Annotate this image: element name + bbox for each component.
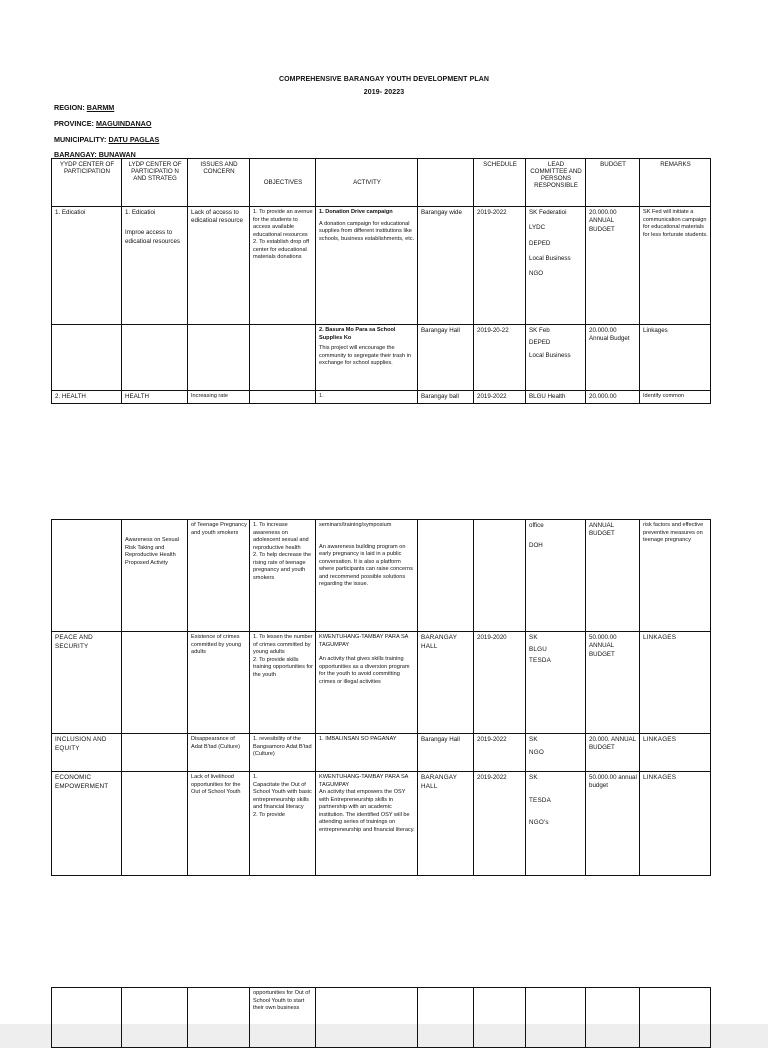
cell-venue: Barangay Hall — [418, 325, 474, 391]
cell-objectives — [250, 391, 316, 404]
cell-schedule: 2019-2022 — [474, 772, 526, 876]
cell-schedule: 2019-2022 — [474, 207, 526, 325]
lead-item: SK — [529, 736, 538, 743]
municipality-line — [54, 135, 159, 144]
table-row — [52, 988, 711, 1048]
col-issues: ISSUES AND CONCERN — [188, 159, 250, 207]
plan-years: 2019- 20223 — [363, 89, 405, 96]
lead-item: SK Feb — [529, 327, 550, 334]
cell-lydp — [122, 325, 188, 391]
plan-table-1 — [51, 158, 711, 404]
lead-item: LYDC — [529, 224, 546, 232]
barangay-label: BARANGAY: — [54, 150, 97, 159]
cell-activity — [316, 988, 418, 1048]
cell-objectives — [250, 325, 316, 391]
col-objectives: OBJECTIVES — [250, 159, 316, 207]
activity-body: This project will encourage the community to segregate their trash in exchange for school supplies. — [319, 345, 412, 367]
cell-center: 2. HEALTH — [52, 391, 122, 404]
lead-item: DEPED — [529, 339, 551, 347]
cell-center — [52, 325, 122, 391]
cell-center: ECONOMIC EMPOWERMENT — [52, 772, 122, 876]
cell-issues — [188, 988, 250, 1048]
cell-venue: Barangay ball — [418, 391, 474, 404]
activity-title: KWENTUHANG-TAMBAY PARA SA TAGUMPAY — [319, 774, 409, 788]
cell-lead — [526, 734, 586, 772]
cell-schedule: 2019-2022 — [474, 734, 526, 772]
cell-venue: Barangay wide — [418, 207, 474, 325]
cell-budget — [586, 988, 640, 1048]
col-budget: BUDGET — [586, 159, 640, 207]
activity-body: An awareness building program on early pregnancy is laid in a public conversation. It is also a platform where participants can raise concerns and recommend possible solutions regarding the issue. — [319, 543, 413, 588]
table-row — [52, 391, 711, 404]
activity-body: An activity that gives skills training opportunities as a diversion program for the youth to avoid committing crimes or illegal activities — [319, 656, 410, 685]
table-row — [52, 520, 711, 632]
lead-item: Local Business — [529, 351, 571, 359]
table-row — [52, 772, 711, 876]
activity-title: KWENTUHANG-TAMBAY PARA SA TAGUMPAY — [319, 634, 409, 648]
cell-objectives: 1. To provide an avenue for the students to access available educational resources 2. To establish drop off center for educational materials donations — [250, 207, 316, 325]
cell-remarks: Identify common — [640, 391, 711, 404]
table-row — [52, 632, 711, 734]
cell-remarks: LINKAGES — [640, 772, 711, 876]
cell-center — [52, 520, 122, 632]
lead-item: DEPED — [529, 239, 551, 247]
lead-item: DOH — [529, 542, 543, 550]
cell-lead — [526, 988, 586, 1048]
cell-schedule — [474, 988, 526, 1048]
cell-activity — [316, 325, 418, 391]
cell-remarks: Linkages — [640, 325, 711, 391]
plan-table-3 — [51, 987, 711, 1048]
activity-body: An activity that empowers the OSY with Entrepreneurship skills in partnership with an academic institution. The identified OSY will be attending series of trainings on entrepreneurship and financial literacy. — [319, 789, 415, 833]
cell-budget: 20.000.00 Annual Budget — [586, 325, 640, 391]
col-lead: LEAD COMMITTEE AND PERSONS RESPONSIBLE — [526, 159, 586, 207]
cell-schedule — [474, 520, 526, 632]
cell-lead — [526, 772, 586, 876]
province-label: PROVINCE: — [54, 119, 94, 128]
cell-objectives: 1. To lessen the number of crimes committed by young adults 2. To provide skills training opportunities for the youth — [250, 632, 316, 734]
cell-lydp-title: 1. Edicatioi — [125, 209, 156, 216]
barangay-value: BUNAWAN — [98, 150, 136, 159]
cell-issues: Existence of crimes committed by young adults — [188, 632, 250, 734]
cell-lydp — [122, 207, 188, 325]
lead-item: TESDA — [529, 657, 551, 664]
cell-activity — [316, 207, 418, 325]
region-line — [54, 103, 114, 112]
col-venue — [418, 159, 474, 207]
cell-schedule: 2019-2020 — [474, 632, 526, 734]
cell-lydp — [122, 520, 188, 632]
province-value: MAGUINDANAO — [95, 119, 152, 128]
cell-lydp — [122, 734, 188, 772]
cell-lead: BLGU Health — [526, 391, 586, 404]
cell-lead — [526, 325, 586, 391]
cell-issues: Increasing rate — [188, 391, 250, 404]
cell-issues: of Teenage Pregnancy and youth smokers — [188, 520, 250, 632]
cell-schedule: 2019-20-22 — [474, 325, 526, 391]
table-row — [52, 734, 711, 772]
cell-lydp — [122, 772, 188, 876]
cell-center — [52, 988, 122, 1048]
cell-objectives: 1. Capacitate the Out of School Youth with basic entrepreneurship skills and financial literacy 2. To provide — [250, 772, 316, 876]
cell-budget: 20.000. ANNUAL BUDGET — [586, 734, 640, 772]
lydp-text: Awareness on Sexual Risk Taking and Reproductive Health Proposed Activity — [125, 537, 180, 566]
cell-venue — [418, 520, 474, 632]
activity-title: seminars/training/symposium — [319, 522, 392, 528]
cell-budget: 20.000.00 — [586, 391, 640, 404]
lead-item: Local Business — [529, 255, 571, 263]
cell-budget: ANNUAL BUDGET — [586, 520, 640, 632]
cell-lydp-strategy: Improe access to edicatioal resources — [125, 229, 181, 245]
municipality-value: DATU PAGLAS — [108, 135, 160, 144]
table-row — [52, 207, 711, 325]
lead-item: SK Federatioi — [529, 209, 567, 216]
lead-item: NGO — [529, 748, 544, 756]
activity-body: A donation campaign for educational supplies from different institutions like schools, business establishments, etc. — [319, 220, 415, 242]
cell-activity — [316, 772, 418, 876]
activity-title: 2. Basura Mo Para sa School Supplies Ko — [319, 327, 396, 341]
header-row — [52, 159, 711, 207]
region-value: BARMM — [86, 103, 115, 112]
plan-table-2 — [51, 519, 711, 876]
cell-objectives: 1. To increase awareness on adolescent sexual and reproductive health 2. To help decrease the rising rate of teenage pregnancy and youth smokers — [250, 520, 316, 632]
cell-lydp — [122, 988, 188, 1048]
cell-issues: Lack of livelihood opportunities for the Out of School Youth — [188, 772, 250, 876]
cell-center: 1. Edicatioi — [52, 207, 122, 325]
cell-budget: 50.000.00 annual budget — [586, 772, 640, 876]
cell-activity — [316, 632, 418, 734]
lead-item: BLGU — [529, 645, 547, 653]
lead-item: SK — [529, 774, 538, 781]
col-remarks: REMARKS — [640, 159, 711, 207]
lead-item: NGO — [529, 270, 544, 278]
cell-activity: 1. IMBALINSAN SO PAGANAY — [316, 734, 418, 772]
cell-issues — [188, 325, 250, 391]
cell-venue: BARANGAY HALL — [418, 632, 474, 734]
region-label: REGION: — [54, 103, 85, 112]
cell-budget: 20.000.00 ANNUAL BUDGET — [586, 207, 640, 325]
col-yydp-center: YYDP CENTER OF PARTICIPATION — [52, 159, 122, 207]
cell-remarks: risk factors and effective preventive measures on teenage pregnancy — [640, 520, 711, 632]
cell-lead — [526, 207, 586, 325]
lead-item: office — [529, 522, 544, 529]
municipality-label: MUNICIPALITY: — [54, 135, 107, 144]
lead-item: TESDA — [529, 796, 551, 804]
cell-objectives: 1. revesibility of the Bangsamoro Adat B'tad (Culture) — [250, 734, 316, 772]
cell-remarks: SK Fed will initiate a communication campaign for educational materials for less forturate students. — [640, 207, 711, 325]
cell-budget: 50.000.00 ANNUAL BUDGET — [586, 632, 640, 734]
cell-lead — [526, 632, 586, 734]
cell-center: PEACE AND SECURITY — [52, 632, 122, 734]
cell-center: INCLUSION AND EQUITY — [52, 734, 122, 772]
table-row — [52, 325, 711, 391]
cell-objectives: opportunities for Out of School Youth to start their own business — [250, 988, 316, 1048]
cell-venue: Barangay Hall — [418, 734, 474, 772]
cell-lydp — [122, 632, 188, 734]
cell-lead — [526, 520, 586, 632]
cell-remarks — [640, 988, 711, 1048]
cell-schedule: 2019-2022 — [474, 391, 526, 404]
col-lydp-center: LYDP CENTER OF PARTICIPATIO N AND STRATEG — [122, 159, 188, 207]
col-schedule: SCHEDULE — [474, 159, 526, 207]
col-activity: ACTIVITY — [316, 159, 418, 207]
cell-remarks: LINKAGES — [640, 632, 711, 734]
cell-venue: BARANGAY HALL — [418, 772, 474, 876]
cell-lydp: HEALTH — [122, 391, 188, 404]
activity-title: 1. Donation Drive campaign — [319, 209, 393, 215]
cell-issues: Lack of access to edicatioal resource — [188, 207, 250, 325]
cell-activity — [316, 520, 418, 632]
lead-item: SK — [529, 634, 538, 641]
cell-issues: Disappearance of Adat B'tad (Culture) — [188, 734, 250, 772]
lead-item: NGO's — [529, 819, 549, 826]
province-line — [54, 119, 151, 128]
cell-remarks: LINKAGES — [640, 734, 711, 772]
cell-activity: 1. — [316, 391, 418, 404]
cell-venue — [418, 988, 474, 1048]
plan-title: COMPREHENSIVE BARANGAY YOUTH DEVELOPMENT PLAN — [278, 76, 490, 83]
